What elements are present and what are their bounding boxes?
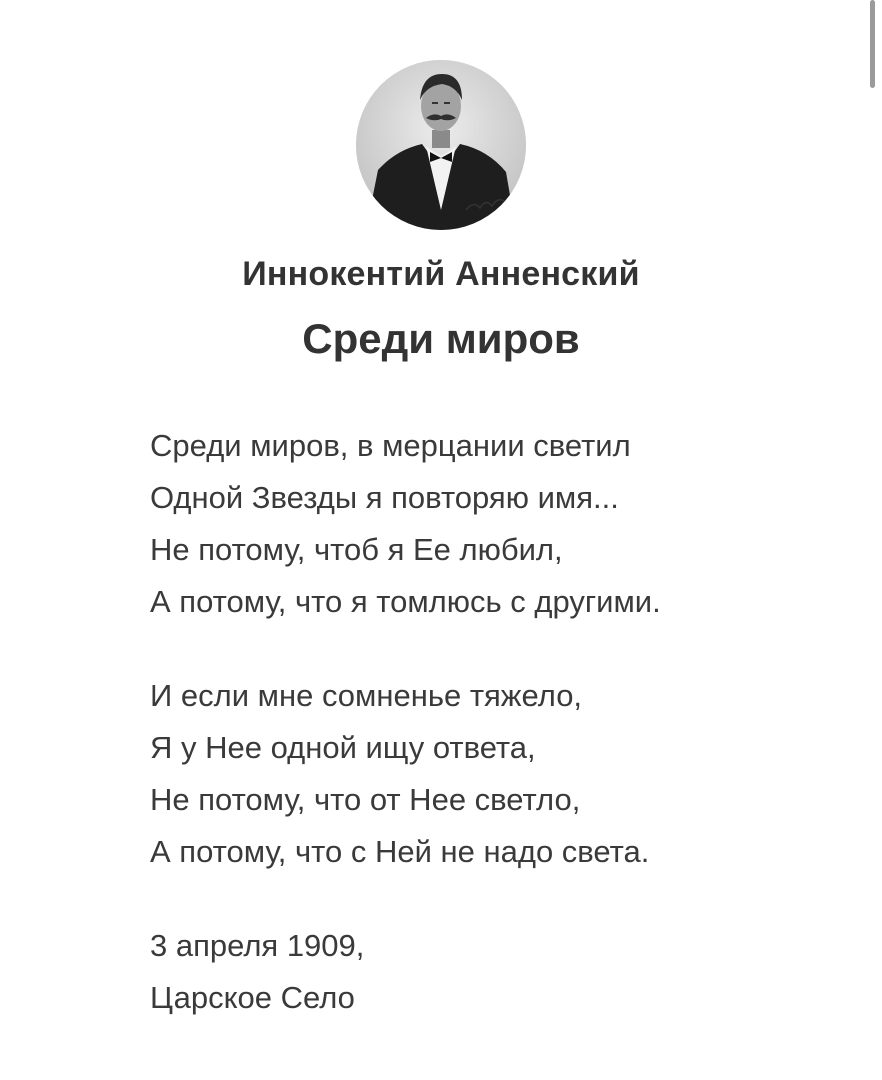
poem-body [150,420,850,1024]
author-avatar [356,60,526,230]
poem-line: Не потому, что от Нее светло, [150,782,581,817]
poem-line: Среди миров, в мерцании светил [150,428,631,463]
poem-line: Одной Звезды я повторяю имя... [150,480,619,515]
poem-signature [150,920,850,1024]
poem-line: А потому, что с Ней не надо света. [150,834,650,869]
stanza [150,670,850,878]
poem-line: А потому, что я томлюсь с другими. [150,584,661,619]
poem-date: 3 апреля 1909, [150,928,365,963]
poem-line: И если мне сомненье тяжело, [150,678,583,713]
poem-place: Царское Село [150,980,355,1015]
scrollbar[interactable] [870,0,875,88]
poem-line: Я у Нее одной ищу ответа, [150,730,536,765]
author-portrait-icon [356,60,526,230]
stanza [150,420,850,628]
poem-title: Среди миров [302,315,580,362]
poem-line: Не потому, чтоб я Ее любил, [150,532,563,567]
author-name: Иннокентий Анненский [242,255,640,293]
